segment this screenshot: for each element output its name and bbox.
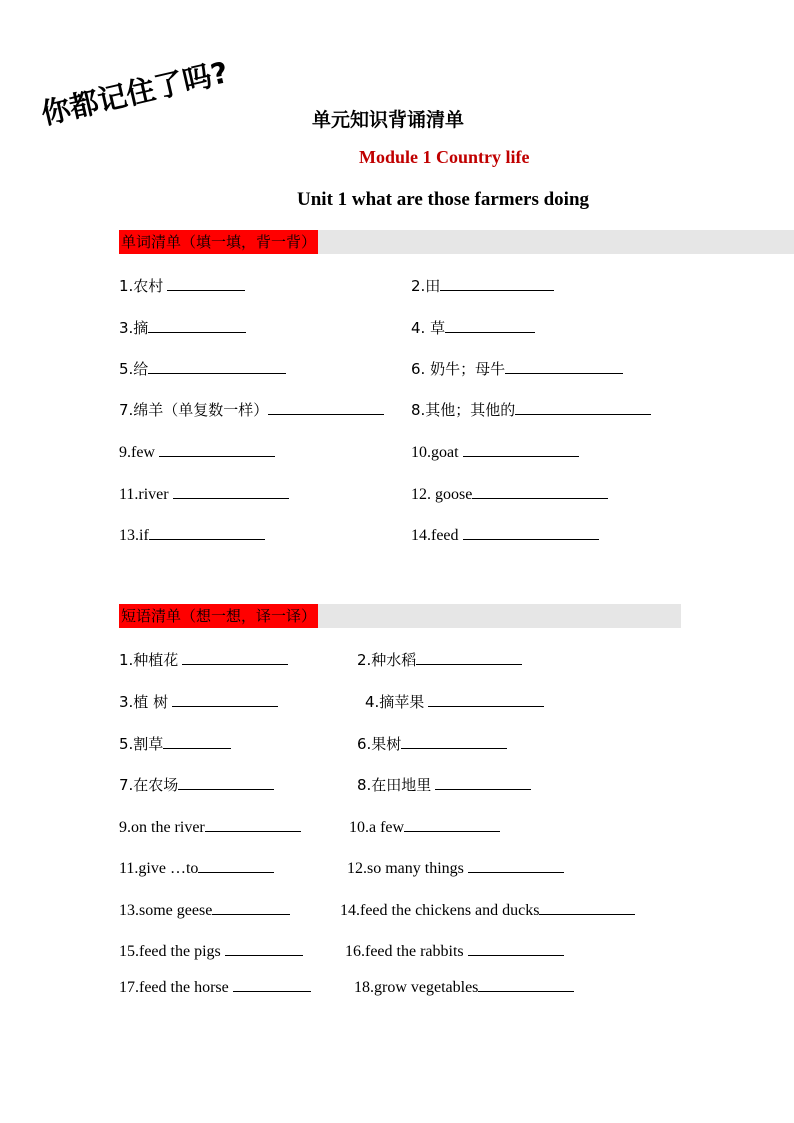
word-item: 11.river xyxy=(119,484,289,505)
word-item: 7.绵羊（单复数一样） xyxy=(119,400,384,421)
word-item: 4. 草 xyxy=(411,318,535,339)
word-item: 1.农村 xyxy=(119,276,245,297)
word-item: 10.goat xyxy=(411,442,579,463)
word-item: 5.给 xyxy=(119,359,286,380)
words-section-header xyxy=(119,230,794,254)
phrase-item: 18.grow vegetables xyxy=(354,977,574,998)
answer-blank[interactable] xyxy=(233,977,311,992)
answer-blank[interactable] xyxy=(435,775,531,790)
unit-title: Unit 1 what are those farmers doing xyxy=(297,189,590,210)
phrase-item: 10.a few xyxy=(349,817,500,838)
phrase-item: 4.摘苹果 xyxy=(365,692,544,713)
module-title: Module 1 Country life xyxy=(359,147,530,167)
answer-blank[interactable] xyxy=(428,692,544,707)
answer-blank[interactable] xyxy=(440,276,554,291)
phrases-section-label: 短语清单（想一想，译一译） xyxy=(119,604,318,628)
answer-blank[interactable] xyxy=(463,442,579,457)
answer-blank[interactable] xyxy=(515,400,651,415)
word-item: 12. goose xyxy=(411,484,608,505)
answer-blank[interactable] xyxy=(148,318,246,333)
phrases-section-header xyxy=(119,604,681,628)
answer-blank[interactable] xyxy=(445,318,535,333)
answer-blank[interactable] xyxy=(178,775,274,790)
phrase-item: 14.feed the chickens and ducks xyxy=(340,900,635,921)
answer-blank[interactable] xyxy=(149,525,265,540)
answer-blank[interactable] xyxy=(225,941,303,956)
answer-blank[interactable] xyxy=(468,941,564,956)
page-title: 单元知识背诵清单 xyxy=(312,109,465,131)
phrase-item: 3.植 树 xyxy=(119,692,278,713)
phrase-item: 6.果树 xyxy=(357,734,507,755)
stamp-heading: 你都记住了吗? xyxy=(37,54,232,132)
word-item: 14.feed xyxy=(411,525,599,546)
answer-blank[interactable] xyxy=(172,692,278,707)
answer-blank[interactable] xyxy=(463,525,599,540)
answer-blank[interactable] xyxy=(163,734,231,749)
word-item: 3.摘 xyxy=(119,318,246,339)
answer-blank[interactable] xyxy=(268,400,384,415)
phrase-item: 2.种水稻 xyxy=(357,650,522,671)
phrase-item: 9.on the river xyxy=(119,817,301,838)
phrase-item: 7.在农场 xyxy=(119,775,274,796)
answer-blank[interactable] xyxy=(505,359,623,374)
answer-blank[interactable] xyxy=(404,817,500,832)
phrase-item: 16.feed the rabbits xyxy=(345,941,564,962)
answer-blank[interactable] xyxy=(416,650,522,665)
phrase-item: 13.some geese xyxy=(119,900,290,921)
phrase-item: 12.so many things xyxy=(347,858,564,879)
word-item: 9.few xyxy=(119,442,275,463)
words-section-label: 单词清单（填一填，背一背） xyxy=(119,230,318,254)
phrase-item: 8.在田地里 xyxy=(357,775,531,796)
word-item: 6. 奶牛；母牛 xyxy=(411,359,623,380)
answer-blank[interactable] xyxy=(159,442,275,457)
phrase-item: 11.give …to xyxy=(119,858,274,879)
answer-blank[interactable] xyxy=(148,359,286,374)
phrase-item: 15.feed the pigs xyxy=(119,941,303,962)
answer-blank[interactable] xyxy=(205,817,301,832)
phrase-item: 5.割草 xyxy=(119,734,231,755)
answer-blank[interactable] xyxy=(167,276,245,291)
answer-blank[interactable] xyxy=(212,900,290,915)
answer-blank[interactable] xyxy=(401,734,507,749)
phrase-item: 17.feed the horse xyxy=(119,977,311,998)
answer-blank[interactable] xyxy=(478,977,574,992)
word-item: 8.其他；其他的 xyxy=(411,400,651,421)
answer-blank[interactable] xyxy=(198,858,274,873)
word-item: 2.田 xyxy=(411,276,554,297)
answer-blank[interactable] xyxy=(468,858,564,873)
answer-blank[interactable] xyxy=(173,484,289,499)
phrase-item: 1.种植花 xyxy=(119,650,288,671)
answer-blank[interactable] xyxy=(472,484,608,499)
answer-blank[interactable] xyxy=(539,900,635,915)
answer-blank[interactable] xyxy=(182,650,288,665)
word-item: 13.if xyxy=(119,525,265,546)
